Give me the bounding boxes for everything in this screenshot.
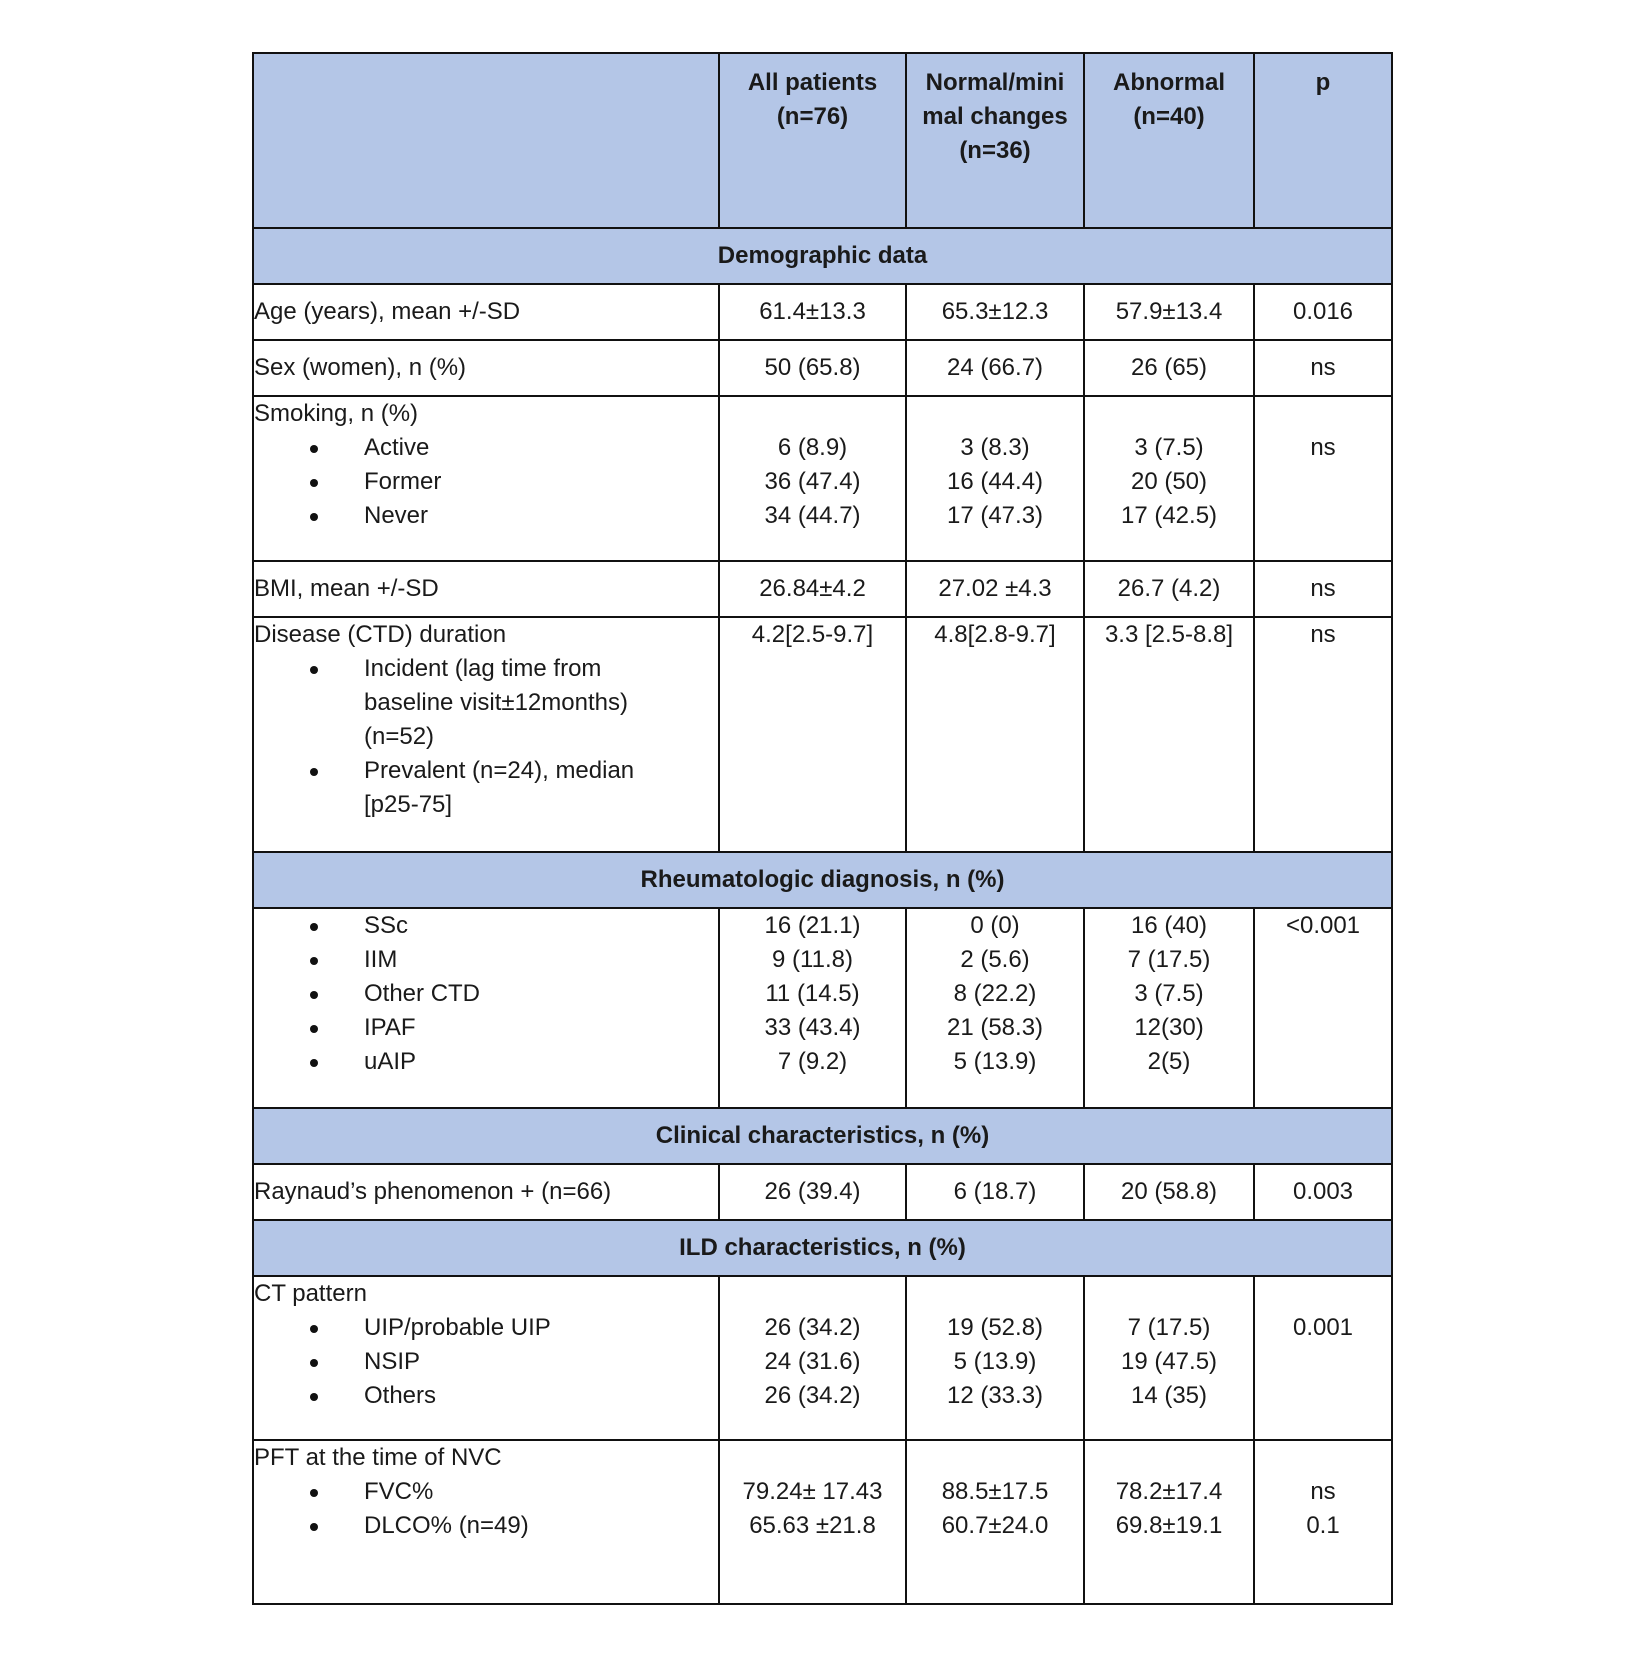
value: 19 (52.8) bbox=[946, 1314, 1044, 1341]
cell-all: 50 (65.8) bbox=[719, 340, 906, 396]
row-label: Smoking, n (%) bbox=[254, 400, 419, 427]
value: 0.001 bbox=[1292, 1314, 1354, 1341]
list-item bbox=[254, 1475, 718, 1509]
row-label-cell bbox=[253, 1276, 719, 1440]
value: 7 (9.2) bbox=[777, 1048, 848, 1075]
cell-normal: 24 (66.7) bbox=[906, 340, 1084, 396]
table-row-sex bbox=[253, 340, 1392, 396]
cell-all bbox=[719, 908, 906, 1108]
cell-all bbox=[719, 1440, 906, 1604]
value: 5 (13.9) bbox=[953, 1048, 1037, 1075]
value: 36 (47.4) bbox=[764, 468, 861, 495]
value: 14 (35) bbox=[1130, 1382, 1208, 1409]
bullet-list bbox=[254, 1475, 718, 1543]
value: 16 (40) bbox=[1130, 912, 1208, 939]
list-item bbox=[254, 943, 718, 977]
header-all-patients bbox=[719, 53, 906, 228]
value: 26 (34.2) bbox=[764, 1314, 861, 1341]
header-line: (n=40) bbox=[1133, 103, 1205, 130]
section-row-ild bbox=[253, 1220, 1392, 1276]
value: 78.2±17.4 bbox=[1115, 1478, 1223, 1505]
section-row-clinical bbox=[253, 1108, 1392, 1164]
cell-abnormal: 20 (58.8) bbox=[1084, 1164, 1254, 1220]
bullet-icon bbox=[310, 1359, 318, 1367]
row-label: PFT at the time of NVC bbox=[254, 1444, 502, 1471]
list-item bbox=[254, 499, 718, 533]
cell-abnormal: 57.9±13.4 bbox=[1084, 284, 1254, 340]
value: 3 (7.5) bbox=[1134, 434, 1204, 461]
row-label-cell bbox=[253, 396, 719, 561]
cell-all bbox=[719, 396, 906, 561]
bullet-icon bbox=[310, 1025, 318, 1033]
bullet-icon bbox=[310, 1325, 318, 1333]
value: 24 (31.6) bbox=[764, 1348, 861, 1375]
value: 79.24± 17.43 bbox=[742, 1478, 883, 1505]
list-item-text: Never bbox=[364, 502, 429, 529]
bullet-icon bbox=[310, 479, 318, 487]
list-item-text: FVC% bbox=[364, 1478, 434, 1505]
value: 2 (5.6) bbox=[960, 946, 1030, 973]
section-title: Rheumatologic diagnosis, n (%) bbox=[253, 852, 1392, 908]
value: 17 (42.5) bbox=[1120, 502, 1218, 529]
bullet-icon bbox=[310, 991, 318, 999]
value: ns bbox=[1310, 1478, 1336, 1505]
header-normal-minimal bbox=[906, 53, 1084, 228]
list-item-text: Other CTD bbox=[364, 980, 481, 1007]
header-line: Normal/mini bbox=[925, 69, 1065, 96]
cell-p: 0.003 bbox=[1254, 1164, 1392, 1220]
section-title: Demographic data bbox=[253, 228, 1392, 284]
list-item-text: UIP/probable UIP bbox=[364, 1314, 551, 1341]
bullet-icon bbox=[310, 768, 318, 776]
table-row-bmi bbox=[253, 561, 1392, 617]
cell-p bbox=[1254, 1276, 1392, 1440]
value: 8 (22.2) bbox=[953, 980, 1037, 1007]
value: 19 (47.5) bbox=[1120, 1348, 1218, 1375]
row-label-cell bbox=[253, 1440, 719, 1604]
header-line: Abnormal bbox=[1112, 69, 1225, 96]
cell-all: 26 (39.4) bbox=[719, 1164, 906, 1220]
value: 16 (44.4) bbox=[946, 468, 1044, 495]
bullet-list bbox=[254, 909, 718, 1079]
value: 12(30) bbox=[1134, 1014, 1204, 1041]
value: 7 (17.5) bbox=[1127, 946, 1211, 973]
table-row-disease-duration bbox=[253, 617, 1392, 852]
value: 20 (50) bbox=[1130, 468, 1208, 495]
cell-normal: 4.8[2.8-9.7] bbox=[906, 617, 1084, 852]
list-item bbox=[254, 465, 718, 499]
cell-abnormal: 3.3 [2.5-8.8] bbox=[1084, 617, 1254, 852]
cell-normal: 6 (18.7) bbox=[906, 1164, 1084, 1220]
list-item bbox=[254, 1345, 718, 1379]
value: 7 (17.5) bbox=[1127, 1314, 1211, 1341]
bullet-icon bbox=[310, 666, 318, 674]
cell-abnormal: 26 (65) bbox=[1084, 340, 1254, 396]
bullet-icon bbox=[310, 957, 318, 965]
list-item bbox=[254, 977, 718, 1011]
list-item-text: NSIP bbox=[364, 1348, 421, 1375]
section-row-demographic bbox=[253, 228, 1392, 284]
cell-p bbox=[1254, 1440, 1392, 1604]
header-blank-cell bbox=[253, 53, 719, 228]
bullet-icon bbox=[310, 445, 318, 453]
header-p-value bbox=[1254, 53, 1392, 228]
value: ns bbox=[1310, 434, 1336, 461]
cell-normal bbox=[906, 1440, 1084, 1604]
bullet-list bbox=[254, 1311, 718, 1413]
list-item bbox=[254, 754, 718, 822]
value: 88.5±17.5 bbox=[941, 1478, 1049, 1505]
value: 17 (47.3) bbox=[946, 502, 1044, 529]
value: 16 (21.1) bbox=[764, 912, 861, 939]
cell-p: ns bbox=[1254, 561, 1392, 617]
section-title: Clinical characteristics, n (%) bbox=[253, 1108, 1392, 1164]
cell-all: 4.2[2.5-9.7] bbox=[719, 617, 906, 852]
bullet-list bbox=[254, 431, 718, 533]
list-item bbox=[254, 652, 718, 754]
cell-abnormal bbox=[1084, 1440, 1254, 1604]
table-row-rheum-diagnosis bbox=[253, 908, 1392, 1108]
list-item-text: DLCO% (n=49) bbox=[364, 1512, 529, 1539]
row-label-cell bbox=[253, 617, 719, 852]
table-row-smoking bbox=[253, 396, 1392, 561]
value: 9 (11.8) bbox=[772, 946, 853, 973]
cell-p bbox=[1254, 396, 1392, 561]
bullet-list bbox=[254, 652, 718, 822]
value: 5 (13.9) bbox=[953, 1348, 1037, 1375]
cell-abnormal bbox=[1084, 1276, 1254, 1440]
row-label-cell bbox=[253, 908, 719, 1108]
value: 0.1 bbox=[1306, 1512, 1340, 1539]
cell-all: 61.4±13.3 bbox=[719, 284, 906, 340]
header-line: p bbox=[1315, 69, 1331, 96]
value: 33 (43.4) bbox=[764, 1014, 861, 1041]
row-label: Raynaud’s phenomenon + (n=66) bbox=[253, 1164, 719, 1220]
header-line: (n=76) bbox=[776, 103, 849, 130]
section-title: ILD characteristics, n (%) bbox=[253, 1220, 1392, 1276]
row-label: Age (years), mean +/-SD bbox=[253, 284, 719, 340]
value: 11 (14.5) bbox=[765, 980, 860, 1007]
list-item-text: Prevalent (n=24), median bbox=[364, 757, 635, 784]
cell-normal bbox=[906, 396, 1084, 561]
list-item-text: Incident (lag time from bbox=[364, 655, 602, 682]
row-label: Sex (women), n (%) bbox=[253, 340, 719, 396]
list-item bbox=[254, 431, 718, 465]
value: 65.63 ±21.8 bbox=[749, 1512, 876, 1539]
bullet-icon bbox=[310, 1523, 318, 1531]
row-label: CT pattern bbox=[254, 1280, 367, 1307]
cell-normal: 65.3±12.3 bbox=[906, 284, 1084, 340]
bullet-icon bbox=[310, 1059, 318, 1067]
value: 60.7±24.0 bbox=[941, 1512, 1049, 1539]
cell-p: <0.001 bbox=[1254, 908, 1392, 1108]
cell-normal bbox=[906, 908, 1084, 1108]
value: 3 (8.3) bbox=[960, 434, 1030, 461]
cell-p: ns bbox=[1254, 340, 1392, 396]
bullet-icon bbox=[310, 1393, 318, 1401]
cell-abnormal bbox=[1084, 908, 1254, 1108]
table-header-row bbox=[253, 53, 1392, 228]
list-item-text: Former bbox=[364, 468, 442, 495]
cell-all: 26.84±4.2 bbox=[719, 561, 906, 617]
list-item-text: SSc bbox=[364, 912, 409, 939]
value: 34 (44.7) bbox=[764, 502, 861, 529]
header-line: All patients bbox=[747, 69, 878, 96]
bullet-icon bbox=[310, 1489, 318, 1497]
list-item-text: Others bbox=[364, 1382, 437, 1409]
table-row-ct-pattern bbox=[253, 1276, 1392, 1440]
table-row-raynaud bbox=[253, 1164, 1392, 1220]
table-row-age bbox=[253, 284, 1392, 340]
list-item bbox=[254, 1011, 718, 1045]
list-item bbox=[254, 1045, 718, 1079]
list-item-text: (n=52) bbox=[364, 723, 435, 750]
cell-abnormal: 26.7 (4.2) bbox=[1084, 561, 1254, 617]
list-item bbox=[254, 1311, 718, 1345]
cell-all bbox=[719, 1276, 906, 1440]
table-row-pft bbox=[253, 1440, 1392, 1604]
list-item-text: baseline visit±12months) bbox=[364, 689, 628, 716]
row-label: Disease (CTD) duration bbox=[254, 621, 507, 648]
list-item bbox=[254, 1509, 718, 1543]
bullet-icon bbox=[310, 513, 318, 521]
value: 0 (0) bbox=[970, 912, 1020, 939]
bullet-icon bbox=[310, 923, 318, 931]
value: 6 (8.9) bbox=[777, 434, 848, 461]
list-item-text: IPAF bbox=[364, 1014, 416, 1041]
cell-p: 0.016 bbox=[1254, 284, 1392, 340]
header-line: (n=36) bbox=[959, 137, 1031, 164]
row-label: BMI, mean +/-SD bbox=[253, 561, 719, 617]
section-row-rheum bbox=[253, 852, 1392, 908]
list-item bbox=[254, 1379, 718, 1413]
value: 12 (33.3) bbox=[946, 1382, 1044, 1409]
list-item-text: Active bbox=[364, 434, 430, 461]
value: 21 (58.3) bbox=[946, 1014, 1044, 1041]
header-line: mal changes bbox=[922, 103, 1068, 130]
list-item bbox=[254, 909, 718, 943]
cell-p: ns bbox=[1254, 617, 1392, 852]
value: 69.8±19.1 bbox=[1115, 1512, 1223, 1539]
value: 3 (7.5) bbox=[1134, 980, 1204, 1007]
list-item-text: [p25-75] bbox=[364, 791, 453, 818]
cell-abnormal bbox=[1084, 396, 1254, 561]
characteristics-table bbox=[252, 52, 1393, 1605]
list-item-text: IIM bbox=[364, 946, 398, 973]
header-abnormal bbox=[1084, 53, 1254, 228]
cell-normal: 27.02 ±4.3 bbox=[906, 561, 1084, 617]
value: 26 (34.2) bbox=[764, 1382, 861, 1409]
cell-normal bbox=[906, 1276, 1084, 1440]
list-item-text: uAIP bbox=[364, 1048, 417, 1075]
value: 2(5) bbox=[1147, 1048, 1191, 1075]
